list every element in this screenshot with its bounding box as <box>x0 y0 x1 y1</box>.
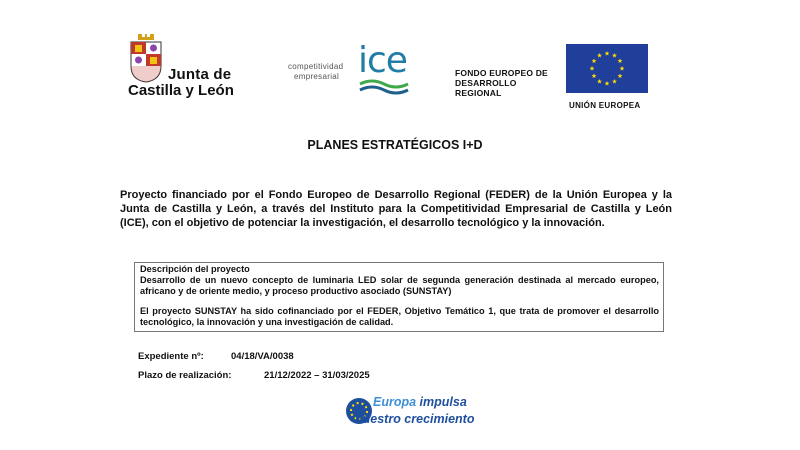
ice-tagline-1: competitividad <box>288 62 344 71</box>
impulsa-word: impulsa <box>419 395 467 409</box>
intro-paragraph: Proyecto financiado por el Fondo Europeo de Desarrollo Regional (FEDER) de la Unión Europea y la Junta de Castilla y León, a través del Instituto para la Competitividad Empresarial de Castilla y León (ICE), con el objetivo de potenciar la investigación, el desarrollo tecnológico y la innovación. <box>120 189 672 229</box>
project-cofinancing-text: El proyecto SUNSTAY ha sido cofinanciado por el FEDER, Objetivo Temático 1, que trata de promover el desarrollo tecnológico, la innovación y una investigación de calidad. <box>140 306 659 327</box>
coat-of-arms-icon <box>128 32 164 84</box>
feder-label <box>455 68 548 98</box>
project-description-label: Descripción del proyecto <box>140 264 250 274</box>
plazo-label: Plazo de realización: <box>138 370 232 381</box>
eu-flag-icon <box>566 44 648 93</box>
feder-line3: REGIONAL <box>455 88 502 98</box>
junta-castilla-leon-logo <box>128 30 248 100</box>
project-description-box <box>134 262 664 332</box>
expediente-label: Expediente nº: <box>138 351 204 362</box>
plazo-value: 21/12/2022 – 31/03/2025 <box>264 370 370 381</box>
junta-logo-line2: Castilla y León <box>128 82 234 99</box>
ice-wordmark: ice <box>358 40 407 81</box>
ice-logo <box>288 40 413 98</box>
page-title: PLANES ESTRATÉGICOS I+D <box>307 138 483 152</box>
europa-impulsa-badge <box>345 393 479 429</box>
europa-impulsa-line2: nuestro crecimiento <box>355 412 475 426</box>
feder-line1: FONDO EUROPEO DE <box>455 68 548 78</box>
project-description-text: Desarrollo de un nuevo concepto de luminaria LED solar de segunda generación destinada al mercado europeo, africano y de oriente medio, y proceso productivo asociado (SUNSTAY) <box>140 275 659 296</box>
feder-line2: DESARROLLO <box>455 78 517 88</box>
ice-tagline-2: empresarial <box>294 72 340 81</box>
eu-label: UNIÓN EUROPEA <box>569 101 641 110</box>
expediente-value: 04/18/VA/0038 <box>231 351 294 362</box>
junta-logo-line1: Junta de <box>168 66 232 83</box>
europa-impulsa-line1 <box>373 395 467 409</box>
ice-wave-icon <box>358 78 410 96</box>
europa-word: Europa <box>373 395 417 409</box>
